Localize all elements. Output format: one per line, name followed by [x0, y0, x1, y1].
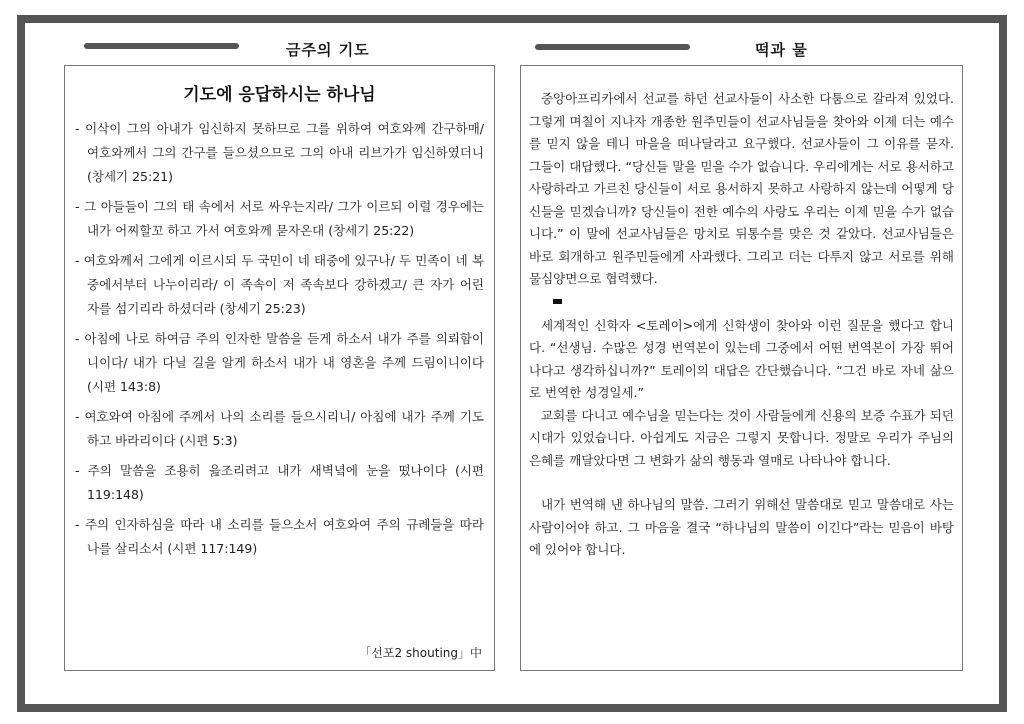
prayer-heading: 기도에 응답하시는 하나님 — [183, 85, 376, 105]
left-decor-bar — [84, 43, 239, 49]
essay-paragraph: 내가 번역해 낸 하나님의 말씀. 그러기 위해선 말씀대로 믿고 말씀대로 사는 사람이어야 하고. 그 마음을 결국 “하나님의 말씀이 이긴다”라는 믿음이 바탕에 있어야 합니다. — [529, 497, 954, 557]
verse-item: - 여호와께서 그에게 이르시되 두 국민이 네 태중에 있구나/ 두 민족이 네 복중에서부터 나누이리라/ 이 족속이 저 족속보다 강하겠고/ 큰 자가 어린 자를 섬기리라 하셨더라 (창세기 25:23) — [75, 249, 484, 321]
bullet-mark-icon — [553, 299, 562, 304]
section-divider — [529, 291, 954, 315]
verse-item: - 주의 인자하심을 따라 내 소리를 들으소서 여호와여 주의 규례들을 따라 나를 살리소서 (시편 117:149) — [75, 513, 484, 561]
verse-item: - 주의 말씀을 조용히 읊조리려고 내가 새벽녘에 눈을 떴나이다 (시편 119:148) — [75, 459, 484, 507]
essay-paragraph: 중앙아프리카에서 선교를 하던 선교사들이 사소한 다툼으로 갈라져 있었다. 그렇게 며칠이 지나자 개종한 원주민들이 선교사님들을 찾아와 이제 더는 예수를 믿지 않을 테니 마을을 떠나달라고 요구했다. 선교사들이 그 이유를 묻자. 그들이 대답했다. “당신들 말을 믿을 수가 없습니다. 우리에게는 서로 용서하고 사랑하라고 가르친 당신들이 서로 용서하지 못하고 사랑하지 않는데 어떻게 당신들을 믿겠습니까? 당신들이 전한 예수의 사랑도 우리는 이제 믿을 수가 없습니다.” 이 말에 선교사님들은 망치로 뒤통수를 맞은 것 같았다. 선교사님들은 바로 회개하고 원주민들에게 사과했다. 그리고 더는 다투지 않고 서로를 위해 물심양면으로 협력했다. — [529, 91, 954, 286]
verse-item: - 이삭이 그의 아내가 임신하지 못하므로 그를 위하여 여호와께 간구하매/ 여호와께서 그의 간구를 들으셨으므로 그의 아내 리브가가 임신하였더니 (창세기 25:21) — [75, 117, 484, 189]
left-section-title: 금주의 기도 — [286, 41, 370, 59]
verse-item: - 그 아들들이 그의 태 속에서 서로 싸우는지라/ 그가 이르되 이럴 경우에는 내가 어찌할꼬 하고 가서 여호와께 묻자온대 (창세기 25:22) — [75, 195, 484, 243]
essay-box — [520, 65, 963, 671]
verse-item: - 여호와여 아침에 주께서 나의 소리를 들으시리니/ 아침에 내가 주께 기도하고 바라리이다 (시편 5:3) — [75, 405, 484, 453]
right-decor-bar — [535, 44, 690, 50]
essay-paragraph: 세계적인 신학자 <토레이>에게 신학생이 찾아와 이런 질문을 했다고 합니다. “선생님. 수많은 성경 번역본이 있는데 그중에서 어떤 번역본이 가장 뛰어나다고 생각하십니까?” 토레이의 대답은 간단했습니다. “그건 바로 자네 삶으로 번역한 성경일세.” — [529, 317, 954, 400]
right-section-title: 떡과 물 — [755, 41, 808, 59]
prayer-box — [64, 65, 495, 671]
source-citation: 「선포2 shouting」中 — [359, 646, 482, 660]
paragraph-gap — [529, 472, 954, 494]
verse-item: - 아침에 나로 하여금 주의 인자한 말씀을 듣게 하소서 내가 주를 의뢰함이니이다/ 내가 다닐 길을 알게 하소서 내가 내 영혼을 주께 드림이니이다 (시편 143:8) — [75, 327, 484, 399]
essay-paragraph: 교회를 다니고 예수님을 믿는다는 것이 사람들에게 신용의 보증 수표가 되던 시대가 있었습니다. 아쉽게도 지금은 그렇지 못합니다. 정말로 우리가 주님의 은혜를 깨달았다면 그 변화가 삶의 행동과 열매로 나타나야 합니다. — [529, 407, 954, 468]
